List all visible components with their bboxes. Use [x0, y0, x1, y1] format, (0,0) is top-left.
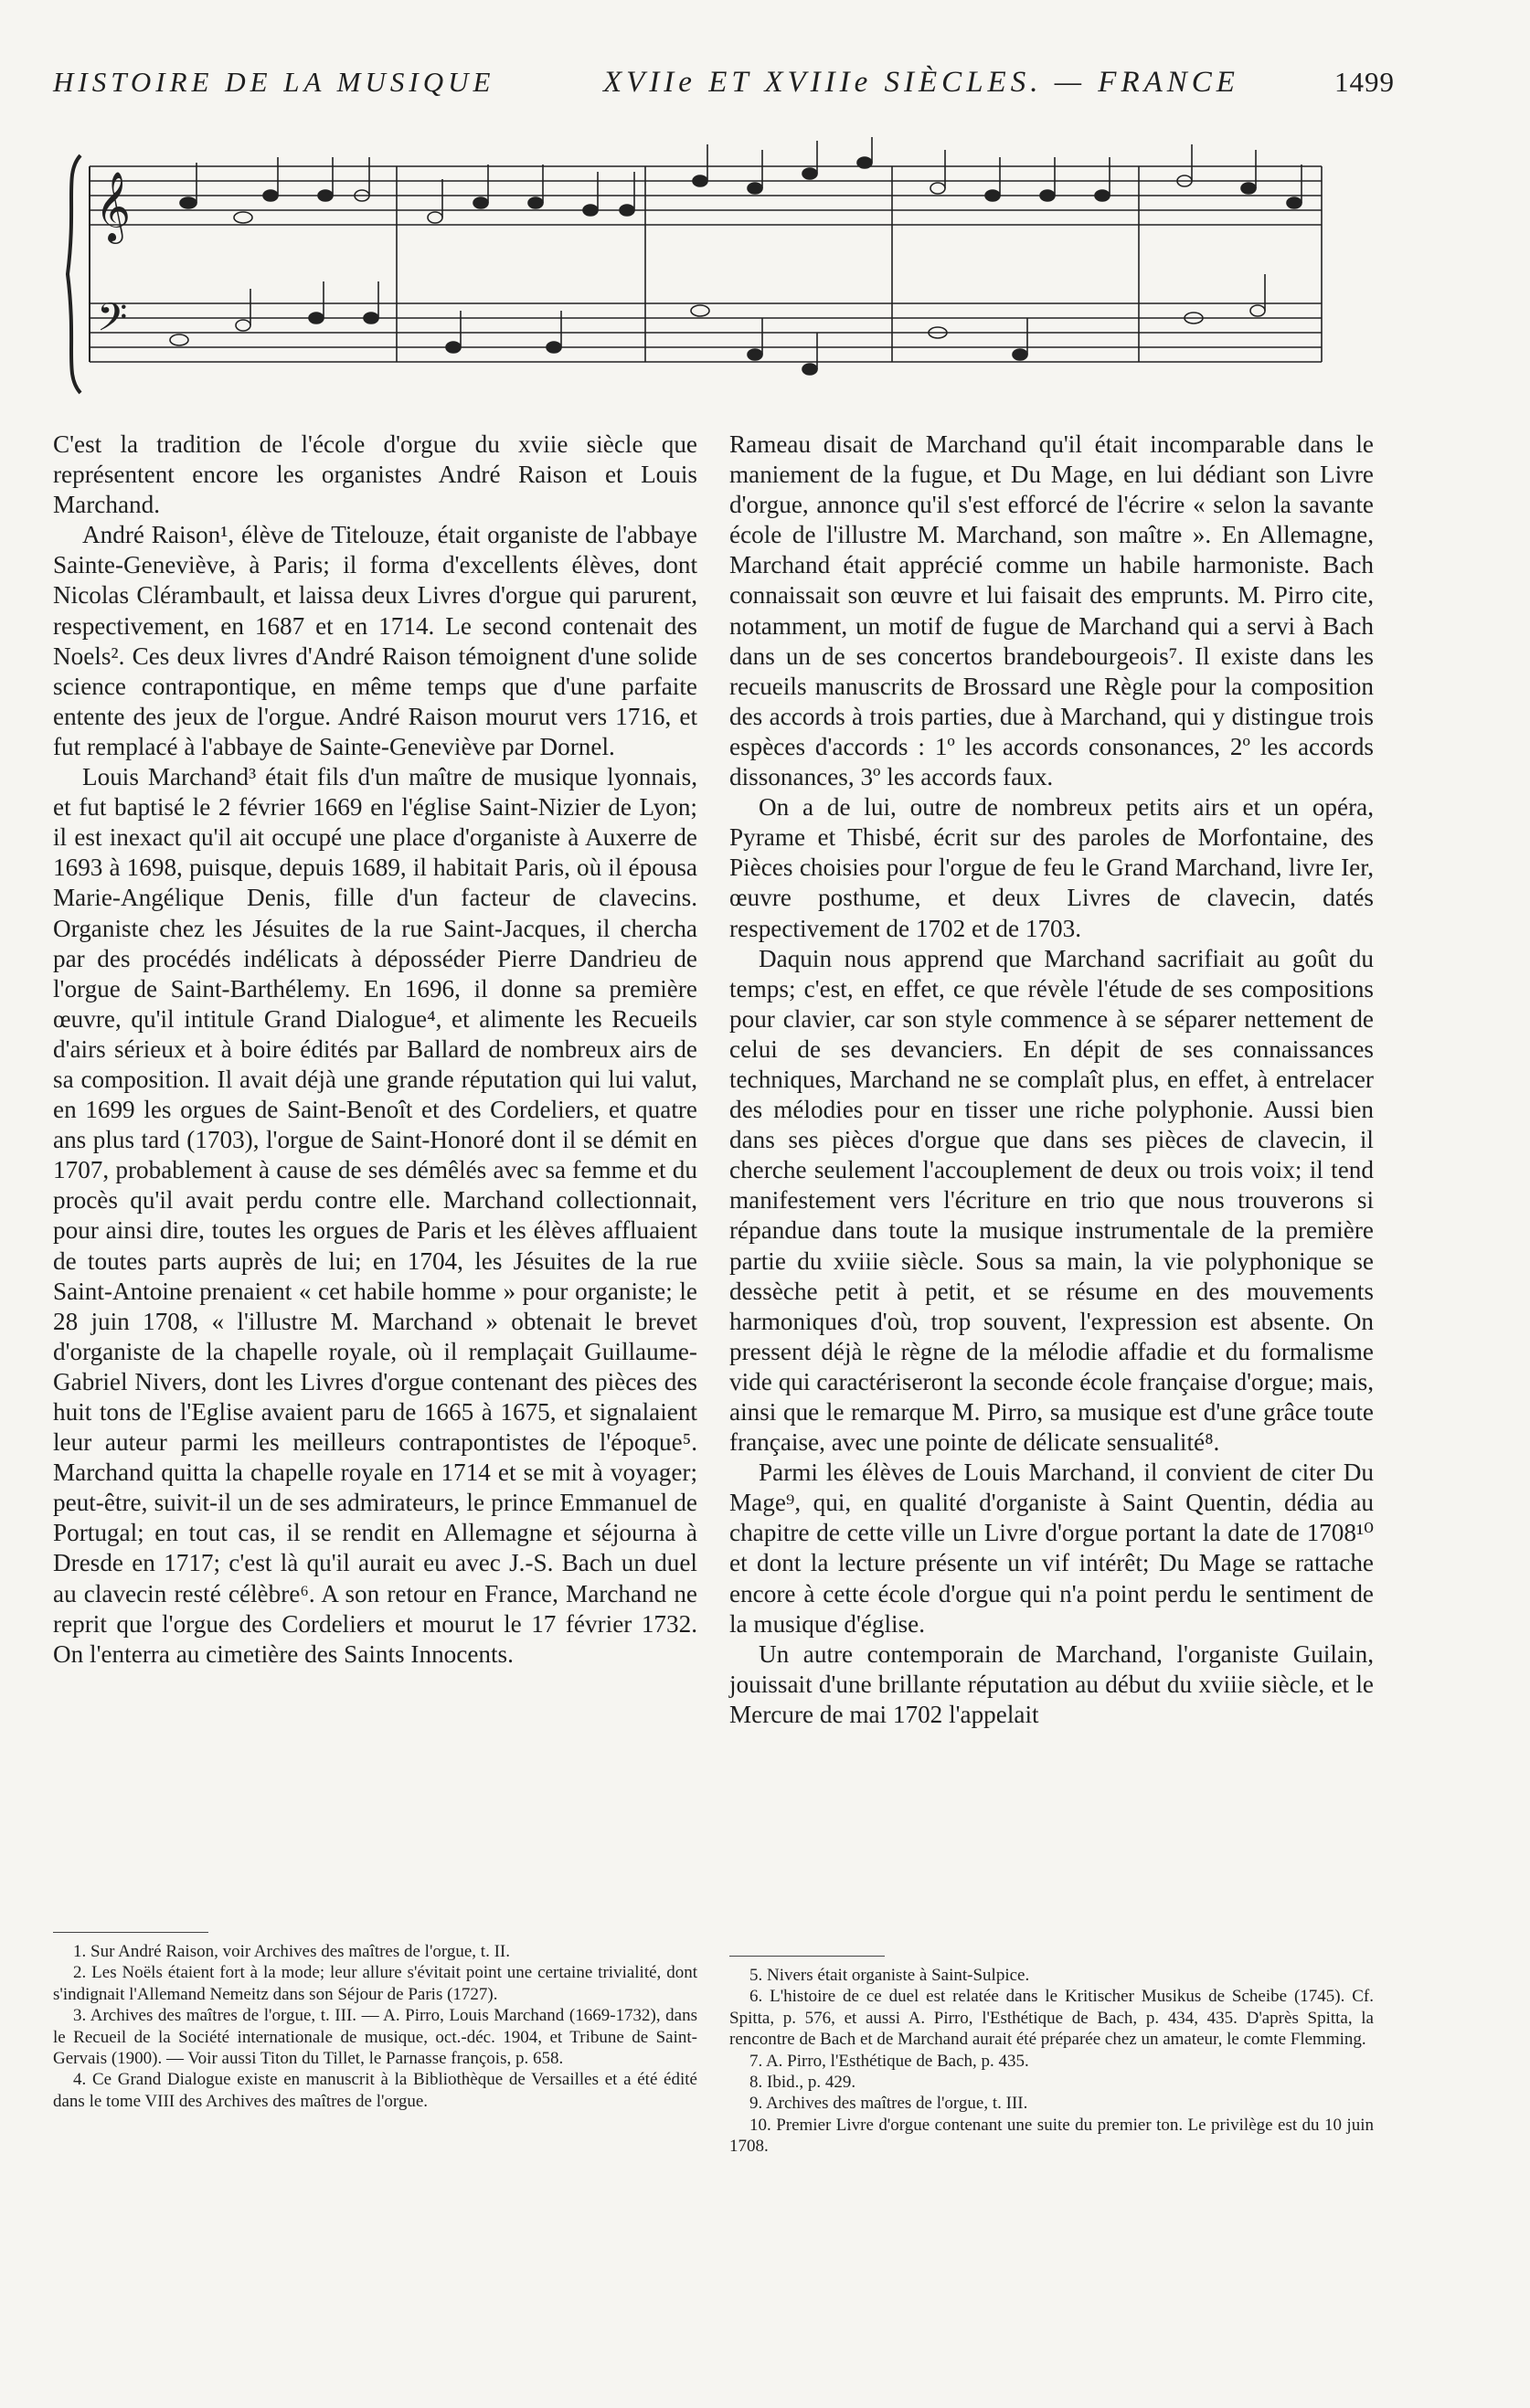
footnote-rule [729, 1956, 885, 1957]
footnote: 6. L'histoire de ce duel est relatée dans le Kritischer Musikus de Scheibe (1745). Cf. Spitta, p. 576, et aussi A. Pirro, l'Esthétique de Bach, p. 434, 435. D'après Spitta, la rencontre de Bach et de Marchand aurait été préparée chez un amateur, le comte Flemming. [729, 1987, 1374, 2050]
page-number: 1499 [1334, 66, 1395, 98]
paragraph: Un autre contemporain de Marchand, l'organiste Guilain, jouissait d'une brillante réputation au début du xviiie siècle, et le Mercure de mai 1702 l'appelait [729, 1639, 1374, 1728]
paragraph: Rameau disait de Marchand qu'il était incomparable dans le maniement de la fugue, et Du Mage, en lui dédiant son Livre d'orgue, annonce qu'il s'est efforcé de l'écrire « selon la savante école de l'illustre M. Marchand, son maître ». En Allemagne, Marchand était apprécié comme un habile harmoniste. Bach connaissait son œuvre et lui faisait des emprunts. M. Pirro cite, notamment, un motif de fugue de Marchand qui a servi à Bach dans un de ses concertos brandebourgeois⁷. Il existe dans les recueils manuscrits de Brossard une Règle pour la composition des accords à trois parties, due à Marchand, qui y distingue trois espèces d'accords : 1º les accords consonances, 2º les accords dissonances, 3º les accords faux. [729, 430, 1374, 791]
footnote: 10. Premier Livre d'orgue contenant une suite du premier ton. Le privilège est du 10 juin 1708. [729, 2115, 1374, 2157]
footnote: 3. Archives des maîtres de l'orgue, t. III. — A. Pirro, Louis Marchand (1669-1732), dans le Recueil de la Société internationale de musique, oct.-déc. 1904, et Tribune de Saint-Gervais (1900). — Voir aussi Titon du Tillet, le Parnasse françois, p. 658. [53, 2006, 697, 2069]
paragraph: C'est la tradition de l'école d'orgue du xviie siècle que représentent encore les organistes André Raison et Louis Marchand. [53, 430, 697, 519]
paragraph: Louis Marchand³ était fils d'un maître de musique lyonnais, et fut baptisé le 2 février 1669 en l'église Saint-Nizier de Lyon; il est inexact qu'il ait occupé une place d'organiste à Auxerre de 1693 à 1698, puisque, depuis 1689, il habitait Paris, où il épousa Marie-Angélique Denis, fille d'un facteur de clavecins. Organiste chez les Jésuites de la rue Saint-Jacques, il chercha par des procédés indélicats à déposséder Pierre Dandrieu de l'orgue de Saint-Barthélemy. En 1696, il donne sa première œuvre, qu'il intitule Grand Dialogue⁴, et alimente les Recueils d'airs sérieux et à boire édités par Ballard de nombreux airs de sa composition. Il avait déjà une grande réputation qui lui valut, en 1699 les orgues de Saint-Benoît et des Cordeliers, et quatre ans plus tard (1703), l'orgue de Saint-Honoré dont il se démit en 1707, probablement à cause de ses démêlés avec sa femme et du procès qu'il avait perdu contre elle. Marchand collectionnait, pour ainsi dire, toutes les orgues de Paris et les élèves affluaient de toutes parts auprès de lui; en 1704, les Jésuites de la rue Saint-Antoine prenaient « cet habile homme » pour organiste; le 28 juin 1708, « l'illustre M. Marchand » obtenait le brevet d'organiste de la chapelle royale, où il remplaçait Guillaume-Gabriel Nivers, dont les Livres d'orgue contenant des pièces des huit tons de l'Eglise avaient paru de 1665 à 1675, et signalaient leur auteur parmi les meilleurs contrapontistes de l'époque⁵. Marchand quitta la chapelle royale en 1714 et se mit à voyager; peut-être, suivit-il un de ses admirateurs, le prince Emmanuel de Portugal; en tout cas, il se rendit en Allemagne et séjourna à Dresde en 1717; c'est là qu'il aurait eu avec J.-S. Bach un duel au clavecin resté célèbre⁶. A son retour en France, Marchand ne reprit que l'orgue des Cordeliers et mourut le 17 février 1732. On l'enterra au cimetière des Saints Innocents. [53, 763, 697, 1668]
footnote: 2. Les Noëls étaient fort à la mode; leur allure s'évitait point une certaine trivialité, dont s'indignait l'Allemand Nemeitz dans son Séjour de Paris (1727). [53, 1963, 697, 2004]
svg-text:𝄞: 𝄞 [95, 171, 132, 241]
header-section-title: XVIIe ET XVIIIe SIÈCLES. — FRANCE [603, 66, 1239, 99]
footnote-rule [53, 1932, 208, 1933]
running-header [53, 66, 1395, 106]
paragraph: Daquin nous apprend que Marchand sacrifiait au goût du temps; c'est, en effet, ce que révèle l'étude de ses compositions pour clavier, car son style commence à se séparer nettement de celui de ses devanciers. En dépit de ses connaissances techniques, Marchand ne se complaît plus, en effet, à entrelacer des mélodies pour en tisser une riche polyphonie. Aussi bien dans ses pièces d'orgue que dans ses pièces de clavecin, il cherche seulement l'accouplement de deux ou trois voix; il tend manifestement vers l'écriture en trio que nous trouverons si répandue dans toute la musique instrumentale de la première partie du xviiie siècle. Sous sa main, la vie polyphonique se dessèche petit à petit, et se résume en des mouvements harmoniques d'où, trop souvent, l'expression est absente. On pressent déjà le règne de la mélodie affadie et du formalisme vide qui caractériseront la seconde école française d'orgue; mais, ainsi que le remarque M. Pirro, sa musique est d'une grâce toute française, avec une pointe de délicate sensualité⁸. [729, 944, 1374, 1457]
header-book-title: HISTOIRE DE LA MUSIQUE [53, 66, 495, 98]
footnote: 9. Archives des maîtres de l'orgue, t. III. [749, 2094, 1028, 2114]
left-footnotes [53, 1941, 697, 2112]
footnote: 8. Ibid., p. 429. [749, 2073, 856, 2093]
left-text-column [53, 430, 697, 1670]
footnote: 1. Sur André Raison, voir Archives des maîtres de l'orgue, t. II. [73, 1942, 510, 1961]
right-footnotes [729, 1965, 1374, 2158]
footnote: 7. A. Pirro, l'Esthétique de Bach, p. 435. [749, 2051, 1029, 2071]
footnote: 4. Ce Grand Dialogue existe en manuscrit à la Bibliothèque de Versailles et a été édité dans le tome VIII des Archives des maîtres de l'orgue. [53, 2070, 697, 2111]
music-score-illustration [60, 137, 1358, 411]
svg-text:𝄢: 𝄢 [97, 295, 128, 350]
paragraph: André Raison¹, élève de Titelouze, était organiste de l'abbaye Sainte-Geneviève, à Paris; il forma d'excellents élèves, dont Nicolas Clérambault, et laissa deux Livres d'orgue qui parurent, respectivement, en 1687 et en 1714. Le second contenait des Noels². Ces deux livres d'André Raison témoignent d'une solide science contrapontique, en même temps que d'une parfaite entente des jeux de l'orgue. André Raison mourut vers 1716, et fut remplacé à l'abbaye de Sainte-Geneviève par Dornel. [53, 521, 697, 760]
right-text-column [729, 430, 1374, 1730]
footnote: 5. Nivers était organiste à Saint-Sulpice. [749, 1966, 1030, 1985]
paragraph: Parmi les élèves de Louis Marchand, il convient de citer Du Mage⁹, qui, en qualité d'organiste à Saint Quentin, dédia au chapitre de cette ville un Livre d'orgue portant la date de 1708¹⁰ et dont la lecture présente un vif intérêt; Du Mage se rattache encore à cette école d'orgue qui n'a point perdu le sentiment de la musique d'église. [729, 1459, 1374, 1638]
paragraph: On a de lui, outre de nombreux petits airs et un opéra, Pyrame et Thisbé, écrit sur des paroles de Morfontaine, des Pièces choisies pour l'orgue de feu le Grand Marchand, livre Ier, œuvre posthume, et deux Livres de clavecin, datés respectivement de 1702 et de 1703. [729, 793, 1374, 942]
